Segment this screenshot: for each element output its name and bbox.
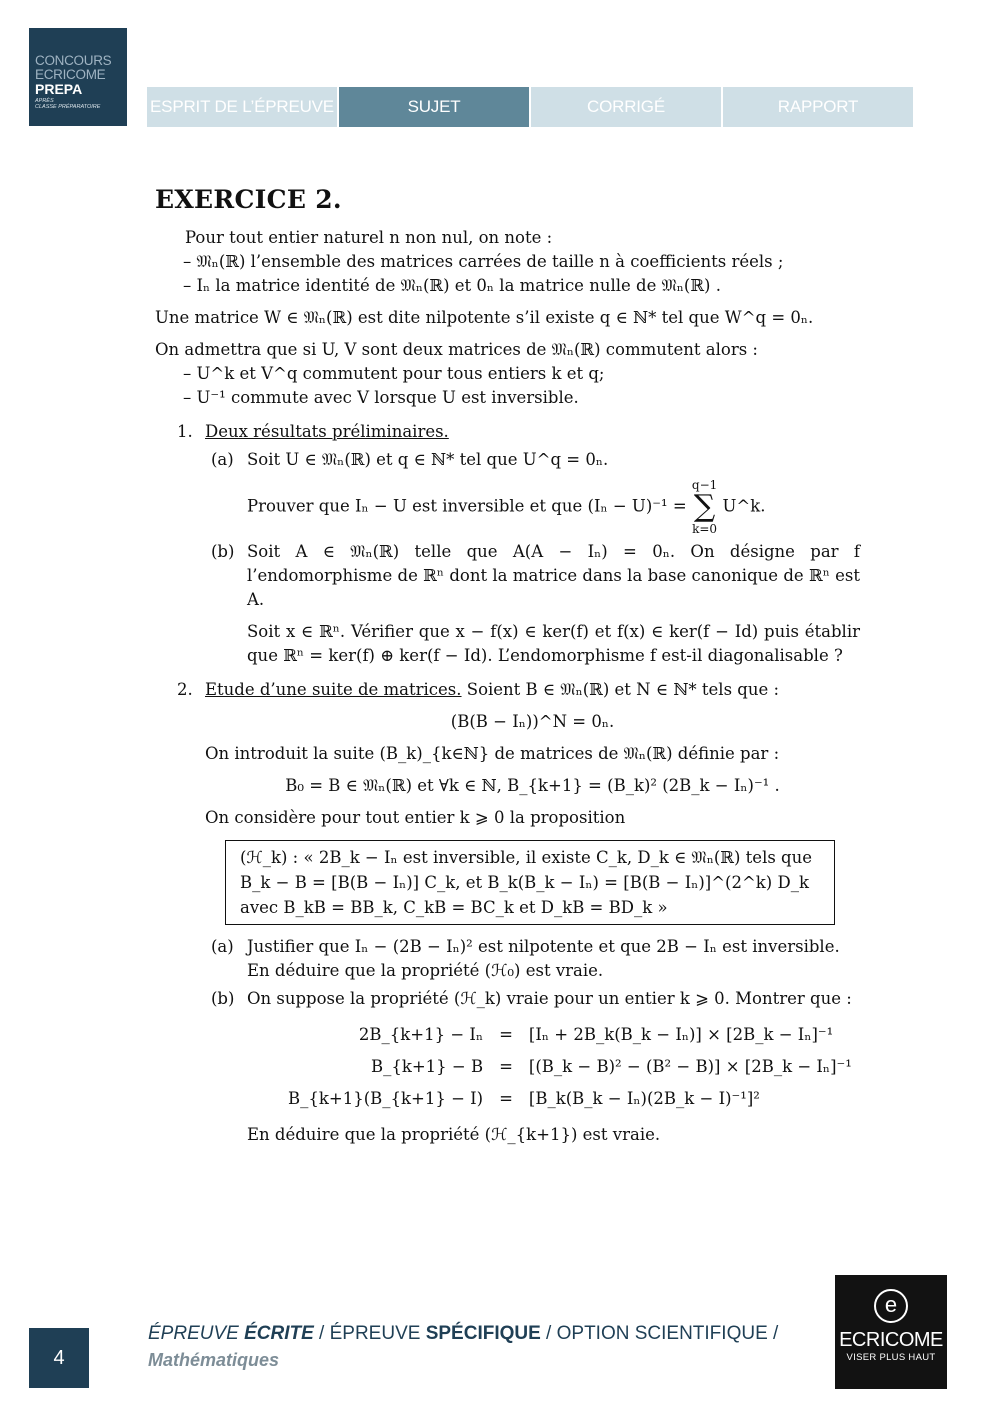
question-text: On suppose la propriété (ℋ_k) vraie pour un entier k ⩾ 0. Montrer que :	[247, 989, 852, 1008]
question-text: En déduire que la propriété (ℋ_{k+1}) est vraie.	[247, 1125, 661, 1144]
nilpotent-definition: Une matrice W ∈ 𝔐ₙ(ℝ) est dite nilpotente s’il existe q ∈ ℕ* tel que W^q = 0ₙ.	[155, 308, 814, 327]
admit-line: On admettra que si U, V sont deux matrices de 𝔐ₙ(ℝ) commutent alors :	[155, 340, 758, 359]
box-line: (ℋ_k) : « 2B_k − Iₙ est inversible, il existe C_k, D_k ∈ 𝔐ₙ(ℝ) tels que	[240, 848, 813, 867]
admit-dash: – U^k et V^q commutent pour tous entiers k et q;	[183, 364, 605, 383]
brand-line: ECRICOME	[35, 67, 106, 82]
question-text: Soit A ∈ 𝔐ₙ(ℝ) telle que A(A − Iₙ) = 0ₙ. On désigne par f l’endomorphisme de ℝⁿ dont la matrice dans la base canonique de ℝⁿ est A.	[247, 542, 860, 609]
subquestion-label: (b)	[211, 989, 235, 1008]
subject-name: Mathématiques	[148, 1350, 280, 1370]
box-line: avec B_kB = BB_k, C_kB = BC_k et D_kB = BD_k »	[240, 898, 668, 917]
ecricome-logo	[835, 1275, 947, 1389]
question-2b-conclusion	[155, 1123, 860, 1147]
subquestion-label: (b)	[211, 542, 235, 561]
question-number: 2.	[177, 680, 193, 699]
question-title: Etude d’une suite de matrices.	[205, 680, 462, 699]
page-number: 4	[29, 1328, 89, 1388]
tab-esprit[interactable]: ESPRIT DE L’ÉPREUVE	[147, 87, 337, 127]
question-text: Prouver que Iₙ − U est inversible et que (Iₙ − U)⁻¹ = q−1 ∑ k=0 U^k.	[247, 478, 766, 536]
equation-row: 2B_{k+1} − Iₙ = [Iₙ + 2B_k(B_k − Iₙ)] × [2B_k − Iₙ]⁻¹	[358, 1025, 834, 1044]
sum-symbol: q−1 ∑ k=0	[691, 478, 718, 536]
box-line: B_k − B = [B(B − Iₙ)] C_k, et B_k(B_k − Iₙ) = [B(B − Iₙ)]^(2^k) D_k	[240, 873, 809, 892]
question-title: Deux résultats préliminaires.	[205, 422, 449, 441]
question-1a	[155, 448, 860, 536]
logo-e-icon: e	[874, 1289, 908, 1323]
equation-system	[280, 1019, 860, 1115]
tab-sujet[interactable]: SUJET	[339, 87, 529, 127]
proposition-box	[225, 840, 835, 925]
exam-type: ÉPREUVE ÉCRITE / ÉPREUVE SPÉCIFIQUE / OPTION SCIENTIFIQUE /	[148, 1323, 779, 1344]
logo-tagline: VISER PLUS HAUT	[846, 1352, 936, 1363]
tab-rapport[interactable]: RAPPORT	[723, 87, 913, 127]
equation-row: B_{k+1}(B_{k+1} − I) = [B_k(B_k − Iₙ)(2B_k − I)⁻¹]²	[288, 1089, 760, 1108]
page-title: EXERCICE 2.	[155, 185, 342, 214]
tab-corrige[interactable]: CORRIGÉ	[531, 87, 721, 127]
question-text: Soit x ∈ ℝⁿ. Vérifier que x − f(x) ∈ ker(f) et f(x) ∈ ker(f − Id) puis établir que ℝⁿ = ker(f) ⊕ ker(f − Id). L’endomorphisme f est-il diagonalisable ?	[247, 622, 860, 665]
intro-dash: – 𝔐ₙ(ℝ) l’ensemble des matrices carrées de taille n à coefficients réels ;	[183, 252, 784, 271]
equation: (B(B − Iₙ))^N = 0ₙ.	[450, 712, 615, 731]
equation-row: B_{k+1} − B = [(B_k − B)² − (B² − B)] × [2B_k − Iₙ]⁻¹	[370, 1057, 852, 1076]
admit-dash: – U⁻¹ commute avec V lorsque U est inversible.	[183, 388, 579, 407]
question-2b	[155, 987, 860, 1011]
question-text: On introduit la suite (B_k)_{k∈ℕ} de matrices de 𝔐ₙ(ℝ) définie par :	[205, 744, 780, 763]
question-text: Soit U ∈ 𝔐ₙ(ℝ) et q ∈ ℕ* tel que U^q = 0ₙ.	[247, 450, 609, 469]
brand-logo	[29, 28, 127, 126]
subquestion-label: (a)	[211, 450, 234, 469]
question-text: En déduire que la propriété (ℋ₀) est vraie.	[247, 961, 604, 980]
intro-line: Pour tout entier naturel n non nul, on note :	[185, 228, 553, 247]
subquestion-label: (a)	[211, 937, 234, 956]
brand-line: APRÈS CLASSE PRÉPARATOIRE	[35, 98, 101, 110]
question-2a	[155, 935, 860, 983]
question-1b	[155, 540, 860, 668]
question-text: On considère pour tout entier k ⩾ 0 la proposition	[205, 808, 626, 827]
document-body	[155, 185, 860, 1147]
question-1	[155, 420, 860, 444]
question-2	[155, 678, 860, 830]
question-text: Justifier que Iₙ − (2B − Iₙ)² est nilpotente et que 2B − Iₙ est inversible.	[247, 937, 840, 956]
logo-name: ECRICOME	[839, 1329, 943, 1351]
nav-tabs	[147, 87, 915, 127]
question-number: 1.	[177, 422, 193, 441]
brand-line: CONCOURS	[35, 53, 112, 68]
brand-line: PREPA	[35, 81, 83, 97]
question-text: Soient B ∈ 𝔐ₙ(ℝ) et N ∈ ℕ* tels que :	[461, 680, 780, 699]
equation: B₀ = B ∈ 𝔐ₙ(ℝ) et ∀k ∈ ℕ, B_{k+1} = (B_k)² (2B_k − Iₙ)⁻¹ .	[285, 776, 780, 795]
intro-dash: – Iₙ la matrice identité de 𝔐ₙ(ℝ) et 0ₙ la matrice nulle de 𝔐ₙ(ℝ) .	[183, 276, 721, 295]
